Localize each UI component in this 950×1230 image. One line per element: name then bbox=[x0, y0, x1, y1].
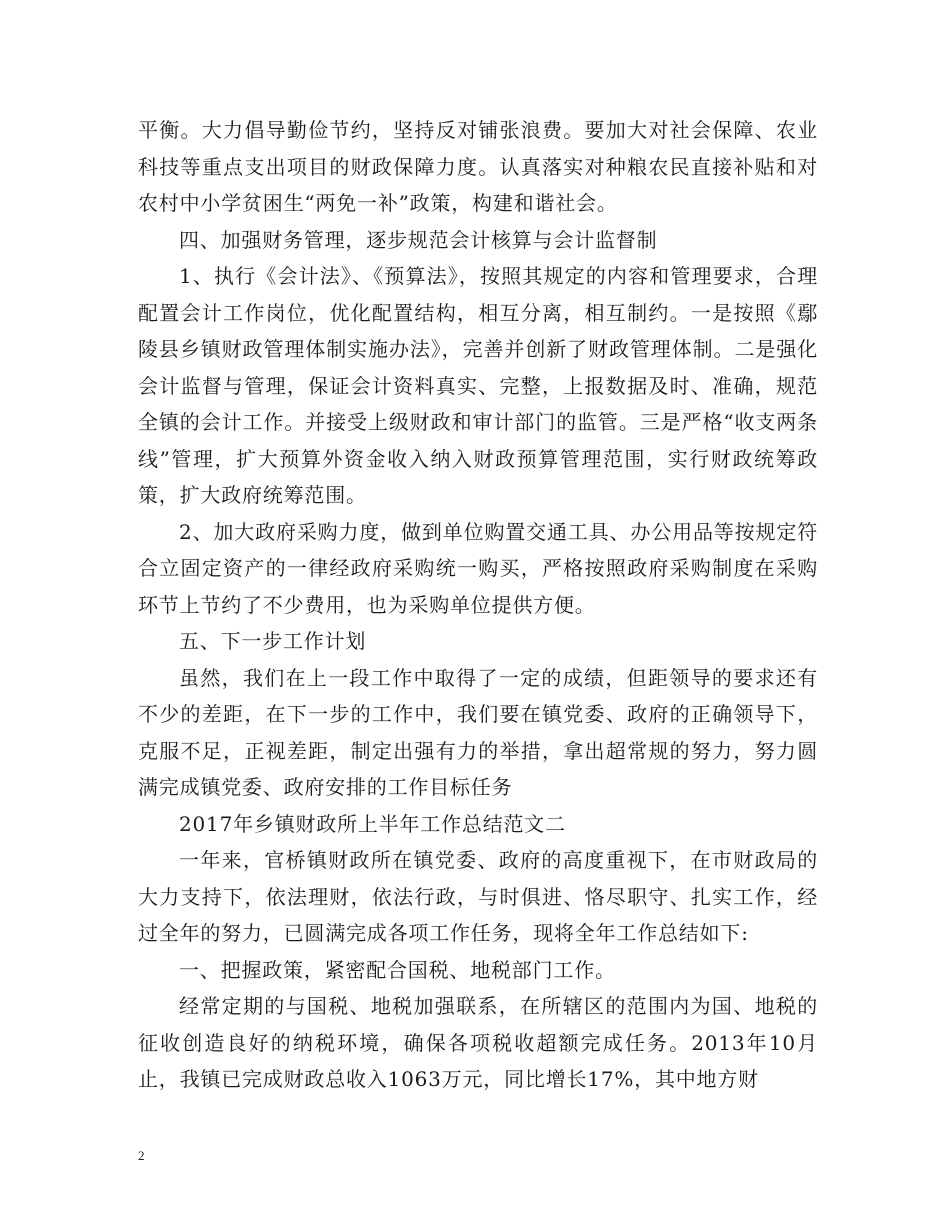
paragraph-annual-summary: 一年来，官桥镇财政所在镇党委、政府的高度重视下，在市财政局的大力支持下，依法理财，依法行政，与时俱进、恪尽职守、扎实工作，经过全年的努力，已圆满完成各项工作任务，现将全年工作总结如下: bbox=[138, 848, 818, 945]
document-subtitle: 2017年乡镇财政所上半年工作总结范文二 bbox=[179, 811, 566, 836]
section-heading-5: 五、下一步工作计划 bbox=[179, 629, 367, 653]
paragraph-1: 平衡。大力倡导勤俭节约，坚持反对铺张浪费。要加大对社会保障、农业科技等重点支出项目的财政保障力度。认真落实对种粮农民直接补贴和对农村中小学贫困生“两免一补”政策，构建和谐社会。 bbox=[138, 118, 818, 215]
document-body bbox=[138, 112, 818, 1098]
section-heading-4: 四、加强财务管理，逐步规范会计核算与会计监督制 bbox=[179, 227, 658, 252]
page-number: 2 bbox=[138, 1148, 145, 1163]
paragraph-tax-cooperation: 经常定期的与国税、地税加强联系，在所辖区的范围内为国、地税的征收创造良好的纳税环境，确保各项税收超额完成任务。2013年10月止，我镇已完成财政总收入1063万元，同比增长17%，其中地方财 bbox=[138, 994, 818, 1091]
paragraph-accounting-law: 1、执行《会计法》、《预算法》，按照其规定的内容和管理要求，合理配置会计工作岗位，优化配置结构，相互分离，相互制约。一是按照《鄢陵县乡镇财政管理体制实施办法》，完善并创新了财政管理体制。二是强化会计监督与管理，保证会计资料真实、完整，上报数据及时、准确，规范全镇的会计工作。并接受上级财政和审计部门的监管。三是严格“收支两条线”管理，扩大预算外资金收入纳入财政预算管理范围，实行财政统筹政策，扩大政府统筹范围。 bbox=[138, 264, 818, 507]
paragraph-next-steps: 虽然，我们在上一段工作中取得了一定的成绩，但距领导的要求还有不少的差距，在下一步的工作中，我们要在镇党委、政府的正确领导下，克服不足，正视差距，制定出强有力的举措，拿出超常规的努力，努力圆满完成镇党委、政府安排的工作目标任务 bbox=[138, 665, 818, 799]
paragraph-government-procurement: 2、加大政府采购力度，做到单位购置交通工具、办公用品等按规定符合立固定资产的一律经政府采购统一购买，严格按照政府采购制度在采购环节上节约了不少费用，也为采购单位提供方便。 bbox=[138, 519, 818, 617]
section-heading-1: 一、把握政策，紧密配合国税、地税部门工作。 bbox=[179, 957, 616, 982]
